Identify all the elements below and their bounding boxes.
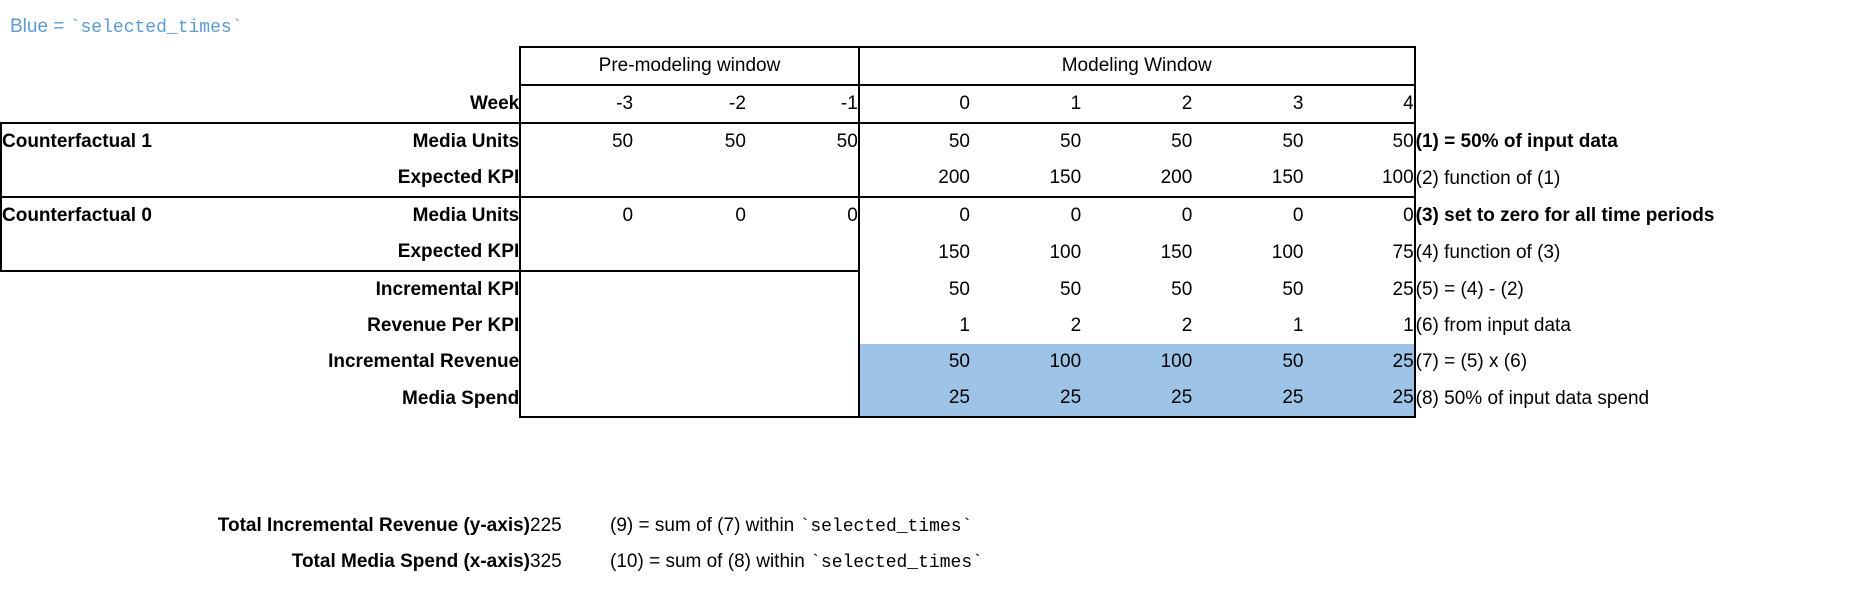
totals-row (0, 508, 983, 544)
cell-revenue-per-kpi-w4: 1 (1303, 308, 1414, 344)
cell-cf0-expected-kpi-w2: 150 (1160, 241, 1193, 263)
week-header-2: 2 (1181, 93, 1193, 114)
totals-table (0, 508, 983, 580)
cell-cf0-expected-kpi-w4: 75 (1303, 234, 1414, 271)
note-10 (610, 544, 983, 580)
group-label-blank (1, 344, 245, 380)
note-5: (5) = (4) - (2) (1415, 278, 1524, 300)
cell-cf1-media-units-w-1: 50 (746, 123, 859, 160)
note-7: (7) = (5) x (6) (1415, 351, 1528, 372)
cell-cf1-expected-kpi-w-2 (633, 160, 746, 197)
row-label-media-units-cf1: Media Units (245, 123, 520, 160)
spacer-cell (1, 85, 245, 123)
table-row (1, 308, 1875, 344)
cell-cf0-media-units-w0: 0 (859, 197, 970, 234)
counterfactual-table (0, 46, 1876, 418)
cell-incremental-revenue-w0: 50 (859, 344, 970, 380)
cell-media-spend-w1: 25 (970, 380, 1081, 417)
row-label-media-units-cf0: Media Units (245, 197, 520, 234)
cell-cf1-expected-kpi-w4: 100 (1303, 160, 1414, 197)
cell-cf0-expected-kpi-w0: 150 (938, 241, 970, 263)
cell-incremental-revenue-w-1 (746, 344, 859, 380)
cell-cf1-media-units-w1: 50 (970, 123, 1081, 160)
cell-media-spend-w0: 25 (859, 380, 970, 417)
cell-incremental-revenue-w-2 (633, 344, 746, 380)
group-label-blank (1, 160, 245, 197)
cell-revenue-per-kpi-w-3 (520, 308, 633, 344)
cell-incremental-revenue-w1: 100 (970, 344, 1081, 380)
cell-revenue-per-kpi-w3: 1 (1292, 315, 1304, 336)
table-row (1, 380, 1875, 417)
total-media-spend-label: Total Media Spend (x-axis) (291, 551, 530, 572)
row-label-incremental-revenue: Incremental Revenue (328, 351, 520, 372)
legend (10, 16, 243, 38)
cell-media-spend-w3: 25 (1192, 380, 1303, 417)
cell-cf0-expected-kpi-w-1 (746, 234, 859, 271)
note-10-prefix: (10) = sum of (8) within (610, 551, 811, 572)
cell-incremental-revenue-w4: 25 (1303, 344, 1414, 380)
week-header-3: 3 (1292, 93, 1304, 114)
week-header-1: 1 (1070, 93, 1082, 114)
cell-incremental-kpi-w-3 (520, 271, 633, 308)
week-header--2: -2 (729, 93, 746, 114)
cell-cf1-expected-kpi-w0: 200 (938, 167, 970, 188)
spacer-cell (1, 47, 245, 85)
spacer-cell (1415, 85, 1875, 123)
row-label-revenue-per-kpi: Revenue Per KPI (367, 315, 520, 336)
group-label-blank (1, 308, 245, 344)
note-9-code: `selected_times` (799, 517, 973, 537)
cell-cf0-media-units-w3: 0 (1192, 197, 1303, 234)
cell-cf0-media-units-w2: 0 (1081, 197, 1192, 234)
note-9 (610, 508, 983, 544)
cell-incremental-revenue-w3: 50 (1192, 344, 1303, 380)
cell-cf1-media-units-w4: 50 (1303, 123, 1414, 160)
group-label-counterfactual-1: Counterfactual 1 (1, 123, 245, 160)
table-week-row (1, 85, 1875, 123)
week-header-4: 4 (1303, 85, 1414, 123)
cell-cf0-media-units-w-1: 0 (746, 197, 859, 234)
note-9-prefix: (9) = sum of (7) within (610, 515, 800, 536)
cell-revenue-per-kpi-w0: 1 (959, 315, 970, 336)
cell-incremental-kpi-w3: 50 (1282, 278, 1304, 300)
cell-cf0-expected-kpi-w-2 (633, 234, 746, 271)
cell-cf1-media-units-w-2: 50 (633, 123, 746, 160)
cell-media-spend-w-2 (633, 380, 746, 417)
cell-cf0-expected-kpi-w1: 100 (1049, 241, 1082, 263)
cell-revenue-per-kpi-w2: 2 (1181, 315, 1193, 336)
cell-cf1-media-units-w0: 50 (859, 123, 970, 160)
group-label-blank (1, 234, 245, 271)
note-6: (6) from input data (1415, 315, 1571, 336)
row-label-expected-kpi-cf1: Expected KPI (397, 167, 520, 188)
table-grid (0, 46, 1876, 418)
header-pre-modeling-window: Pre-modeling window (520, 47, 859, 85)
cell-media-spend-w-1 (746, 380, 859, 417)
note-1: (1) = 50% of input data (1415, 130, 1618, 152)
table-group-header-row (1, 47, 1875, 85)
table-row (1, 123, 1875, 160)
group-label-blank (1, 271, 245, 308)
cell-incremental-kpi-w1: 50 (1060, 278, 1082, 300)
table-row (1, 234, 1875, 271)
cell-cf1-expected-kpi-w2: 200 (1160, 167, 1193, 188)
cell-media-spend-w2: 25 (1081, 380, 1192, 417)
spacer-cell (1415, 47, 1875, 85)
cell-incremental-kpi-w0: 50 (948, 278, 970, 300)
total-incremental-revenue-value: 225 (530, 515, 562, 536)
cell-cf1-expected-kpi-w1: 150 (1049, 167, 1082, 188)
note-2: (2) function of (1) (1415, 167, 1561, 189)
cell-cf0-expected-kpi-w-3 (520, 234, 633, 271)
note-10-code: `selected_times` (810, 553, 983, 573)
cell-cf0-media-units-w4: 0 (1303, 197, 1414, 234)
cell-revenue-per-kpi-w-1 (746, 308, 859, 344)
row-label-expected-kpi-cf0: Expected KPI (245, 234, 520, 271)
group-label-blank (1, 380, 245, 417)
cell-incremental-kpi-w4: 25 (1303, 271, 1414, 308)
week-header--3: -3 (520, 85, 633, 123)
legend-code: `selected_times` (69, 18, 243, 38)
total-media-spend-value: 325 (530, 551, 562, 572)
cell-cf0-media-units-w1: 0 (970, 197, 1081, 234)
cell-revenue-per-kpi-w1: 2 (1070, 315, 1082, 336)
cell-cf0-expected-kpi-w3: 100 (1271, 241, 1304, 263)
cell-media-spend-w-3 (520, 380, 633, 417)
table-row (1, 160, 1875, 197)
cell-incremental-kpi-w2: 50 (1171, 278, 1193, 300)
group-label-counterfactual-0: Counterfactual 0 (1, 197, 245, 234)
cell-cf1-expected-kpi-w-3 (520, 160, 633, 197)
note-8: (8) 50% of input data spend (1415, 387, 1650, 409)
cell-cf1-media-units-w2: 50 (1081, 123, 1192, 160)
week-label: Week (469, 92, 520, 114)
row-label-media-spend: Media Spend (402, 387, 520, 409)
spacer-cell (245, 47, 520, 85)
week-header-0: 0 (959, 93, 970, 114)
cell-cf1-media-units-w-3: 50 (520, 123, 633, 160)
note-3: (3) set to zero for all time periods (1415, 204, 1715, 226)
table-row (1, 271, 1875, 308)
cell-cf0-media-units-w-3: 0 (520, 197, 633, 234)
cell-revenue-per-kpi-w-2 (633, 308, 746, 344)
cell-cf1-expected-kpi-w3: 150 (1271, 167, 1304, 188)
week-header--1: -1 (746, 85, 859, 123)
header-modeling-window: Modeling Window (859, 47, 1415, 85)
legend-prefix: Blue = (10, 16, 70, 37)
row-label-incremental-kpi: Incremental KPI (375, 279, 520, 300)
cell-incremental-revenue-w-3 (520, 344, 633, 380)
totals-section (0, 508, 983, 580)
cell-incremental-kpi-w-2 (633, 271, 746, 308)
cell-incremental-kpi-w-1 (746, 271, 859, 308)
table-row (1, 344, 1875, 380)
note-4: (4) function of (3) (1415, 241, 1561, 263)
table-row (1, 197, 1875, 234)
totals-row (0, 544, 983, 580)
cell-media-spend-w4: 25 (1303, 380, 1414, 417)
cell-incremental-revenue-w2: 100 (1081, 344, 1192, 380)
cell-cf0-media-units-w-2: 0 (633, 197, 746, 234)
cell-cf1-expected-kpi-w-1 (746, 160, 859, 197)
cell-cf1-media-units-w3: 50 (1192, 123, 1303, 160)
total-incremental-revenue-label: Total Incremental Revenue (y-axis) (217, 515, 530, 536)
